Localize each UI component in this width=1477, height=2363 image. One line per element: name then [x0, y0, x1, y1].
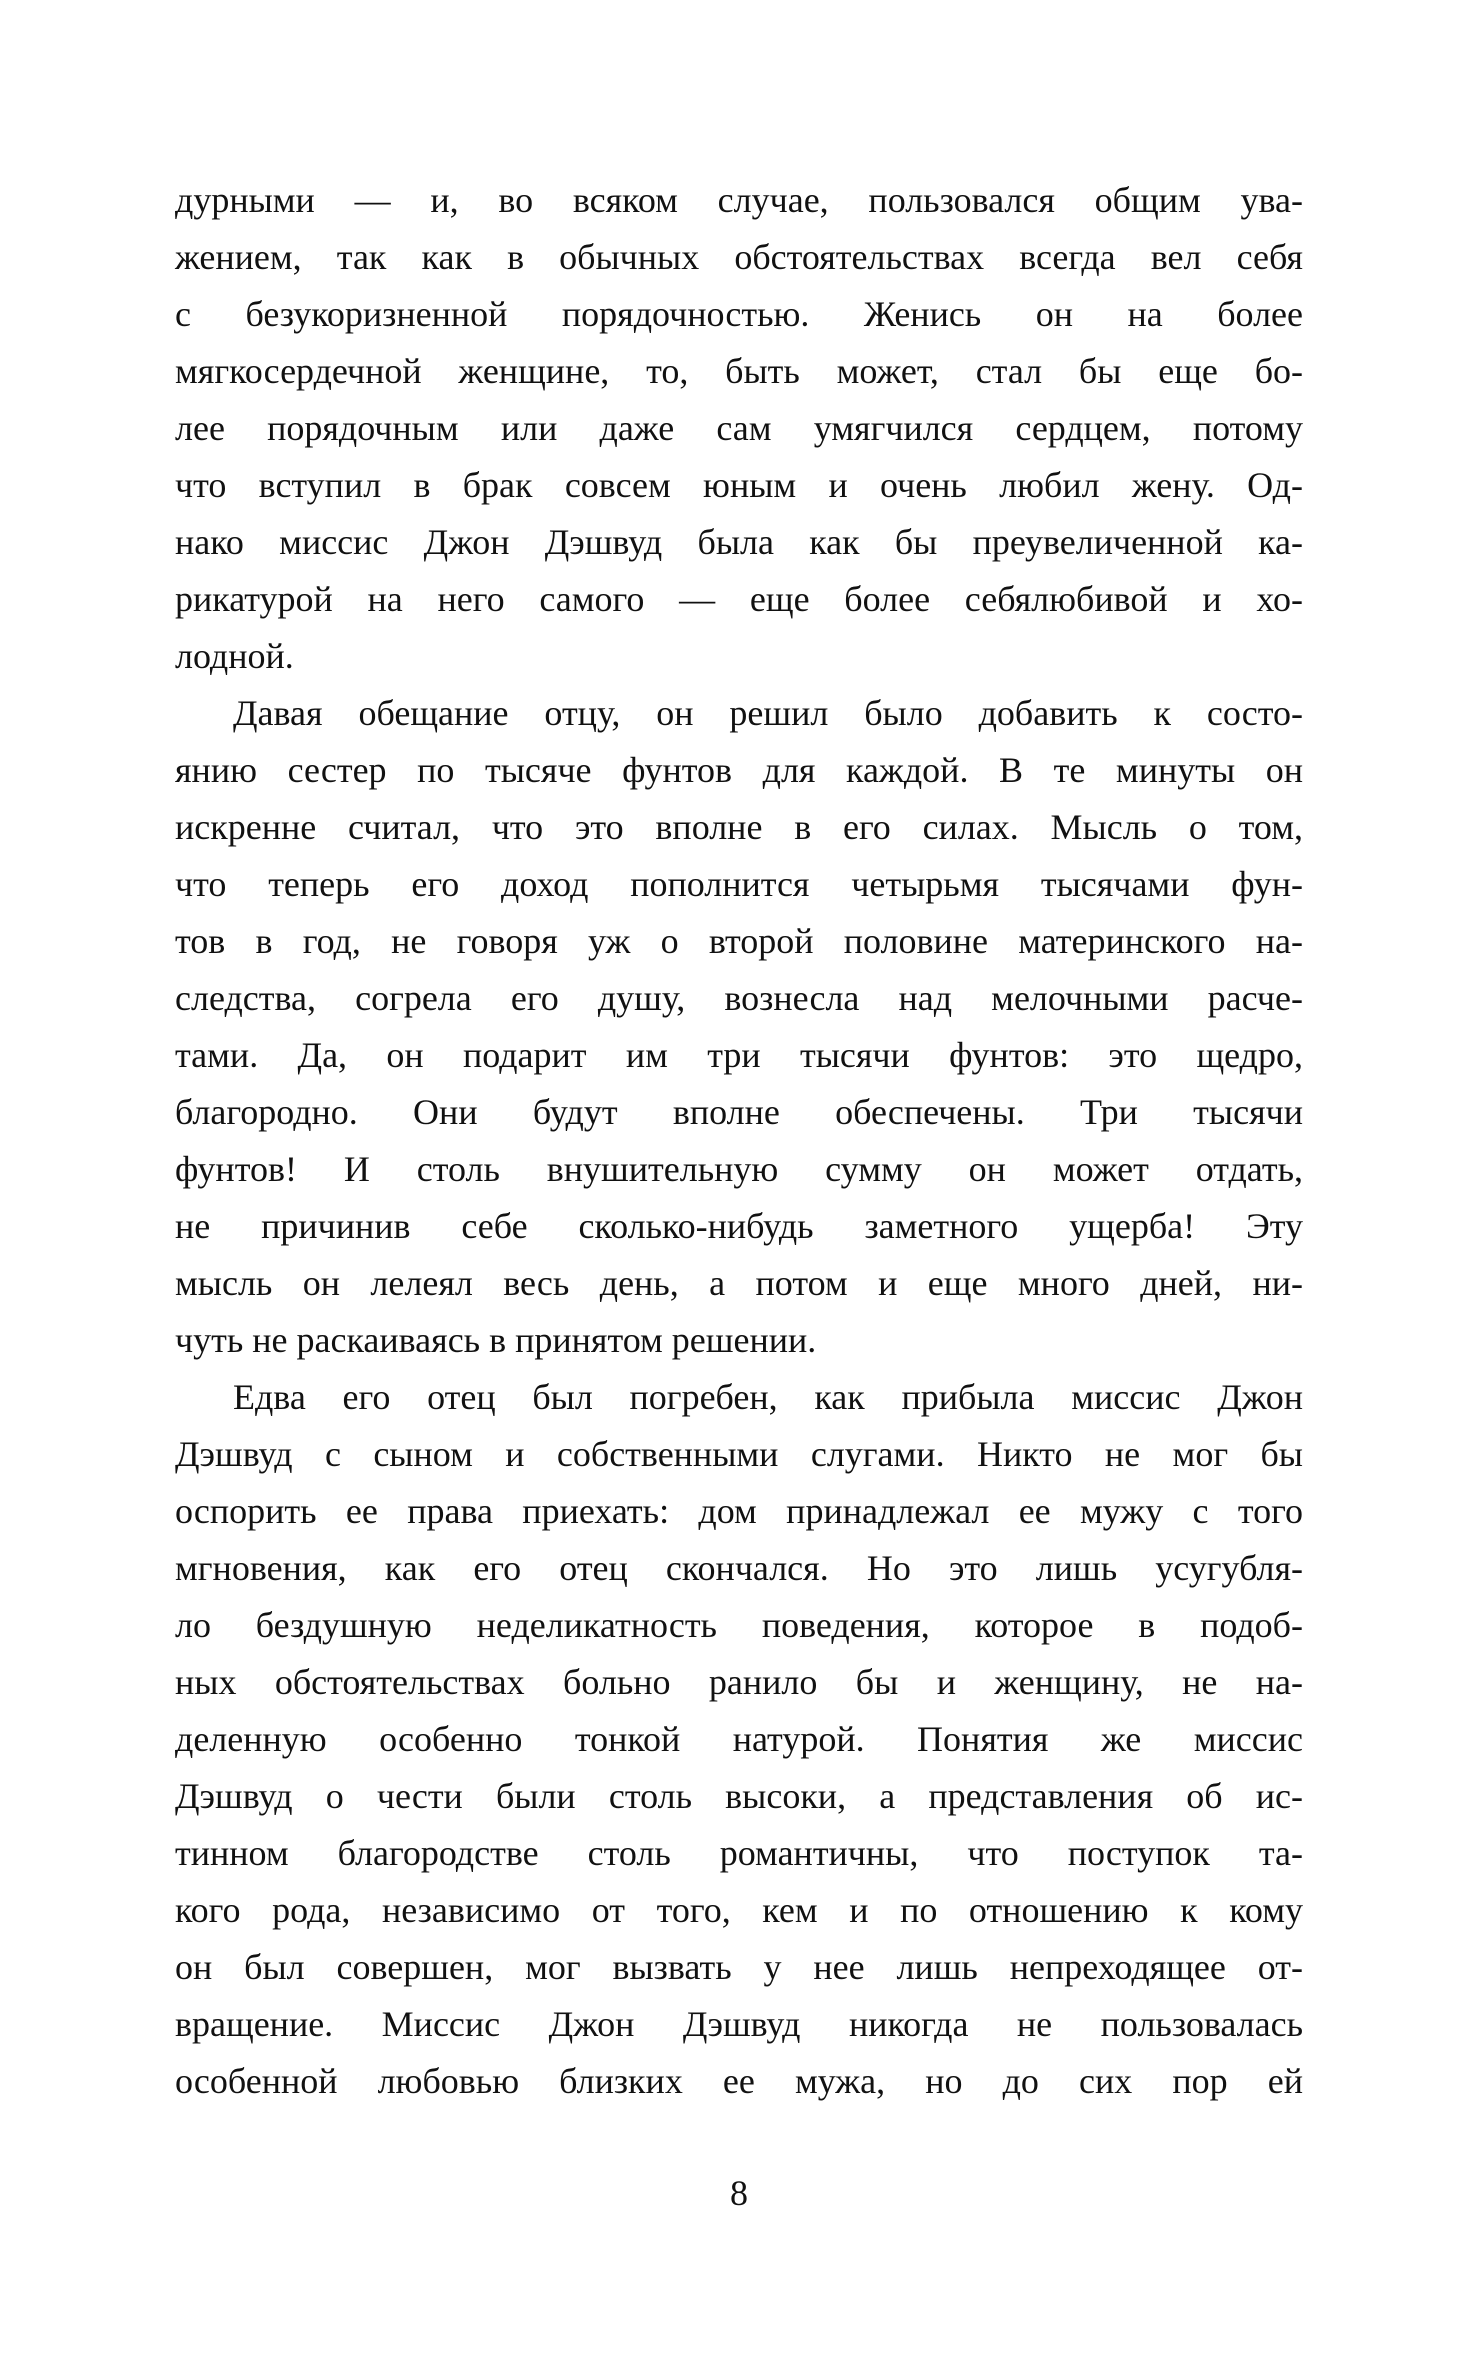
text-line: кого рода, независимо от того, кем и по отношению к кому	[175, 1890, 1303, 1930]
text-line: Дэшвуд с сыном и собственными слугами. Никто не мог бы	[175, 1434, 1303, 1474]
text-line: следства, согрела его душу, вознесла над мелочными расче-	[175, 978, 1303, 1018]
text-block	[175, 172, 1303, 2110]
text-line: он был совершен, мог вызвать у нее лишь непреходящее от-	[175, 1947, 1303, 1987]
text-line: Едва его отец был погребен, как прибыла миссис Джон	[233, 1377, 1303, 1417]
text-line: ло бездушную неделикатность поведения, которое в подоб-	[175, 1605, 1303, 1645]
text-line: чуть не раскаиваясь в принятом решении.	[175, 1320, 817, 1360]
text-line: дурными — и, во всяком случае, пользовался общим ува-	[175, 180, 1303, 220]
text-line: лее порядочным или даже сам умягчился сердцем, потому	[175, 408, 1303, 448]
text-line: оспорить ее права приехать: дом принадлежал ее мужу с того	[175, 1491, 1303, 1531]
text-line: что вступил в брак совсем юным и очень любил жену. Од-	[175, 465, 1303, 505]
page-number: 8	[730, 2173, 748, 2213]
text-line: тов в год, не говоря уж о второй половине материнского на-	[175, 921, 1303, 961]
text-line: вращение. Миссис Джон Дэшвуд никогда не пользовалась	[175, 2004, 1303, 2044]
text-line: благородно. Они будут вполне обеспечены. Три тысячи	[175, 1092, 1303, 1132]
text-line: не причинив себе сколько-нибудь заметного ущерба! Эту	[175, 1206, 1303, 1246]
text-line: Дэшвуд о чести были столь высоки, а представления об ис-	[175, 1776, 1303, 1816]
text-line: деленную особенно тонкой натурой. Понятия же миссис	[175, 1719, 1303, 1759]
paragraph	[175, 1369, 1303, 2110]
text-line: с безукоризненной порядочностью. Женись он на более	[175, 294, 1303, 334]
text-line: Давая обещание отцу, он решил было добавить к состо-	[233, 693, 1303, 733]
text-line: нако миссис Джон Дэшвуд была как бы преувеличенной ка-	[175, 522, 1303, 562]
text-line: ных обстоятельствах больно ранило бы и женщину, не на-	[175, 1662, 1303, 1702]
text-line: особенной любовью близких ее мужа, но до сих пор ей	[175, 2061, 1303, 2101]
text-line: рикатурой на него самого — еще более себялюбивой и хо-	[175, 579, 1303, 619]
text-line: мягкосердечной женщине, то, быть может, стал бы еще бо-	[175, 351, 1303, 391]
text-line: янию сестер по тысяче фунтов для каждой. В те минуты он	[175, 750, 1303, 790]
text-line: что теперь его доход пополнится четырьмя тысячами фун-	[175, 864, 1303, 904]
text-line: искренне считал, что это вполне в его силах. Мысль о том,	[175, 807, 1303, 847]
paragraph	[175, 172, 1303, 685]
text-line: фунтов! И столь внушительную сумму он может отдать,	[175, 1149, 1303, 1189]
paragraph	[175, 685, 1303, 1369]
text-line: тами. Да, он подарит им три тысячи фунтов: это щедро,	[175, 1035, 1303, 1075]
text-line: тинном благородстве столь романтичны, что поступок та-	[175, 1833, 1303, 1873]
text-line: лодной.	[175, 636, 294, 676]
text-line: жением, так как в обычных обстоятельствах всегда вел себя	[175, 237, 1303, 277]
text-line: мгновения, как его отец скончался. Но это лишь усугубля-	[175, 1548, 1303, 1588]
text-line: мысль он лелеял весь день, а потом и еще много дней, ни-	[175, 1263, 1303, 1303]
